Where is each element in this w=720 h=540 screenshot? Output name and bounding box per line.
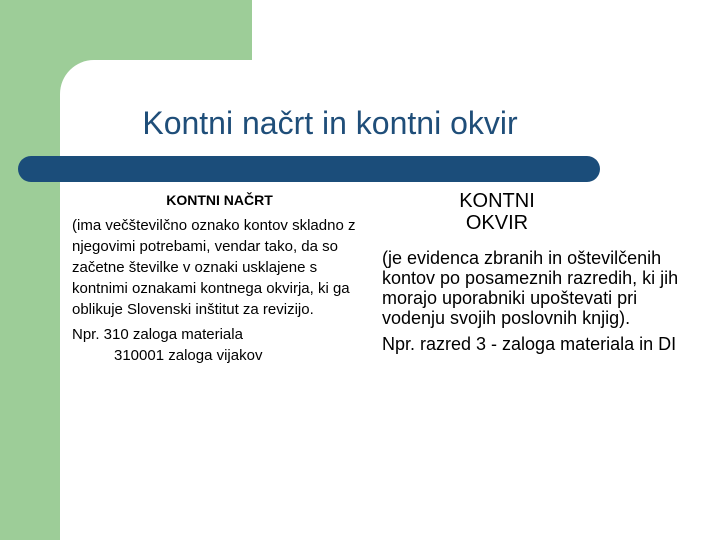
right-column-kontni-okvir — [382, 190, 682, 354]
slide-title: Kontni načrt in kontni okvir — [142, 105, 518, 141]
left-column-kontni-nacrt — [72, 190, 367, 366]
right-heading-line2: OKVIR — [465, 212, 529, 234]
left-example-sub: 310001 zaloga vijakov — [114, 347, 263, 364]
right-example: Npr. razred 3 - zaloga materiala in DI — [382, 334, 677, 354]
title-divider-bar — [18, 156, 600, 182]
right-heading — [382, 190, 612, 234]
left-example: Npr. 310 zaloga materiala — [72, 326, 243, 343]
right-heading-line1: KONTNI — [459, 190, 535, 212]
right-description: (je evidenca zbranih in oštevilčenih kontov po posameznih razredih, ki jih morajo uporabniki upoštevati pri vodenju svojih poslovnih knjig). — [382, 248, 679, 328]
left-heading: KONTNI NAČRT — [166, 192, 273, 208]
left-description: (ima večštevilčno oznako kontov skladno z njegovimi potrebami, vendar tako, da so začetne številke v oznaki usklajene s kontnimi oznakami kontnega okvirja, ki ga oblikuje Slovenski inštitut za revizijo. — [72, 217, 356, 318]
